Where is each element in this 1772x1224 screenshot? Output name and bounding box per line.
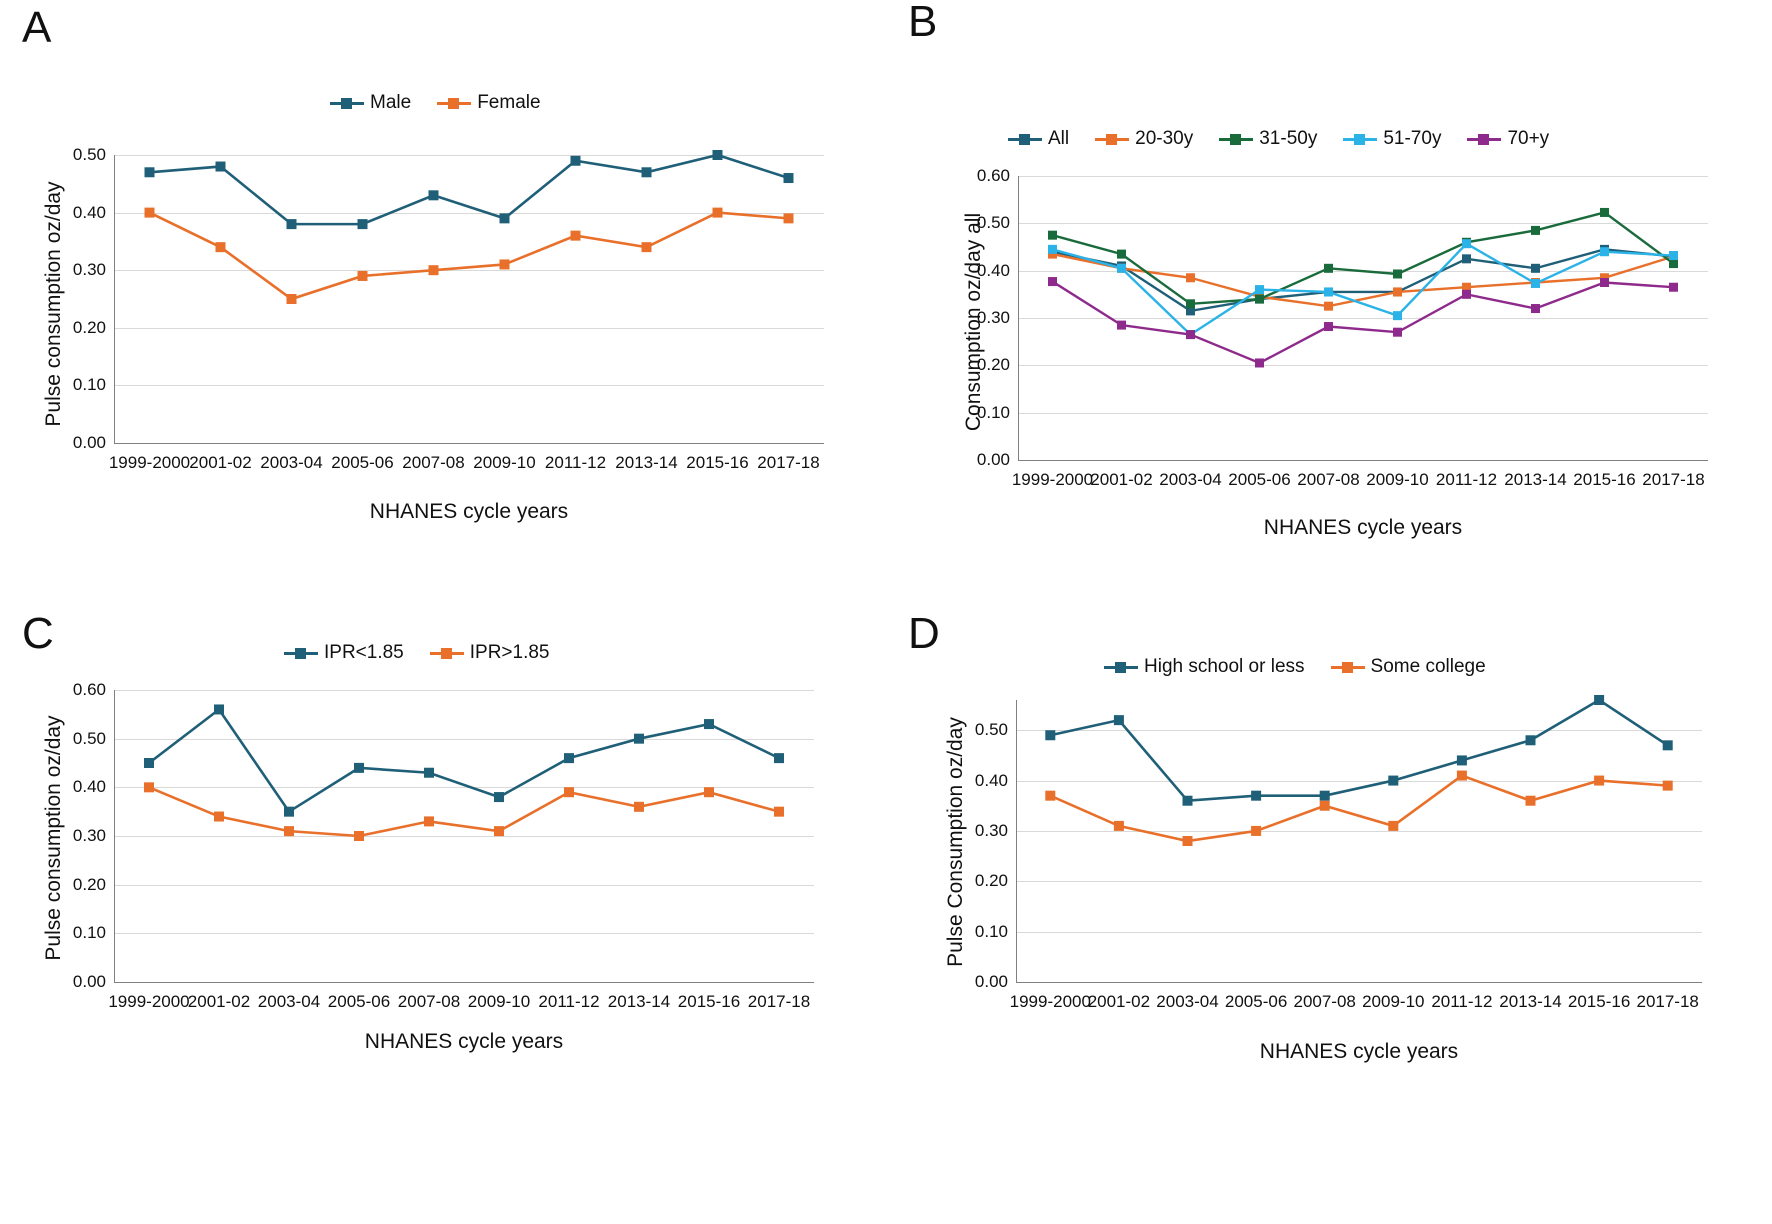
- legend-swatch-icon: [1331, 666, 1365, 669]
- y-axis-tick: 0.00: [72, 972, 106, 991]
- legend-swatch-icon: [1095, 138, 1129, 141]
- data-point-marker: [1320, 791, 1330, 801]
- y-axis-tick: 0.60: [976, 166, 1010, 185]
- y-axis-tick: 0.00: [976, 450, 1010, 469]
- series-layer: [1016, 700, 1702, 982]
- data-point-marker: [144, 782, 154, 792]
- data-point-marker: [1600, 278, 1609, 287]
- data-point-marker: [784, 213, 794, 223]
- data-point-marker: [1045, 730, 1055, 740]
- y-axis-tick: 0.20: [974, 871, 1008, 891]
- legend-item-31-50y: [1219, 128, 1317, 150]
- series-layer: [114, 690, 814, 982]
- panel-a-letter: A: [22, 3, 52, 52]
- data-point-marker: [571, 231, 581, 241]
- data-point-marker: [1531, 279, 1540, 288]
- x-axis-tick: 2009-10: [1362, 992, 1425, 1011]
- data-point-marker: [1320, 801, 1330, 811]
- legend-label: 20-30y: [1135, 128, 1194, 149]
- x-axis-tick: 2005-06: [327, 992, 391, 1011]
- x-axis-line: [114, 982, 814, 983]
- data-point-marker: [145, 208, 155, 218]
- legend-item-51-70y: [1343, 128, 1441, 150]
- legend-item-female: [437, 92, 540, 114]
- x-axis-tick: 2013-14: [1504, 470, 1567, 489]
- y-axis-tick: 0.00: [974, 972, 1008, 991]
- data-point-marker: [287, 219, 297, 229]
- y-axis-tick: 0.40: [976, 260, 1010, 280]
- legend-item-male: [330, 92, 411, 114]
- x-axis-tick: 2001-02: [189, 453, 252, 472]
- data-point-marker: [704, 787, 714, 797]
- panel-c-ylabel: Pulse consumption oz/day: [42, 715, 65, 961]
- y-axis-tick: 0.20: [72, 317, 106, 337]
- legend-label: 70+y: [1507, 128, 1550, 149]
- legend-swatch-icon: [1343, 138, 1377, 141]
- data-point-marker: [214, 704, 224, 714]
- data-point-marker: [1526, 735, 1536, 745]
- data-point-marker: [784, 173, 794, 183]
- legend-swatch-icon: [1008, 138, 1042, 141]
- data-point-marker: [713, 208, 723, 218]
- x-axis-tick: 2011-12: [544, 453, 607, 472]
- x-axis-tick: 1999-2000: [1011, 470, 1094, 489]
- data-point-marker: [354, 763, 364, 773]
- data-point-marker: [1186, 299, 1195, 308]
- data-point-marker: [704, 719, 714, 729]
- data-point-marker: [1526, 796, 1536, 806]
- x-axis-tick: 2017-18: [1642, 470, 1705, 489]
- panel-d-legend: [1104, 656, 1486, 678]
- x-axis-tick: 2017-18: [1636, 992, 1699, 1011]
- panel-c: [0, 609, 886, 1224]
- x-axis-tick: 2015-16: [1573, 470, 1636, 489]
- data-point-marker: [1600, 247, 1609, 256]
- legend-swatch-icon: [1219, 138, 1253, 141]
- y-axis-tick: 0.50: [72, 728, 106, 748]
- data-point-marker: [564, 753, 574, 763]
- data-point-marker: [494, 826, 504, 836]
- data-point-marker: [1457, 755, 1467, 765]
- y-axis-tick: 0.10: [72, 375, 106, 395]
- data-point-marker: [424, 816, 434, 826]
- series-line: [150, 213, 789, 299]
- data-point-marker: [1531, 264, 1540, 273]
- data-point-marker: [1255, 358, 1264, 367]
- panel-a-plot: [72, 145, 824, 472]
- data-point-marker: [1048, 231, 1057, 240]
- data-point-marker: [500, 213, 510, 223]
- legend-label: All: [1048, 128, 1070, 149]
- data-point-marker: [287, 294, 297, 304]
- data-point-marker: [1531, 304, 1540, 313]
- y-axis-tick: 0.50: [72, 145, 106, 164]
- data-point-marker: [1457, 771, 1467, 781]
- data-point-marker: [354, 831, 364, 841]
- data-point-marker: [571, 156, 581, 166]
- data-point-marker: [774, 753, 784, 763]
- y-axis-tick: 0.50: [974, 720, 1008, 740]
- x-axis-tick: 2003-04: [257, 992, 321, 1011]
- data-point-marker: [284, 826, 294, 836]
- y-axis-tick: 0.30: [976, 308, 1010, 327]
- data-point-marker: [634, 802, 644, 812]
- data-point-marker: [1388, 821, 1398, 831]
- data-point-marker: [564, 787, 574, 797]
- data-point-marker: [1251, 791, 1261, 801]
- panel-c-legend: [284, 642, 550, 664]
- series-line: [149, 787, 779, 836]
- x-axis-tick: 2013-14: [607, 992, 671, 1011]
- x-axis-tick: 2005-06: [1224, 992, 1288, 1011]
- legend-swatch-icon: [330, 102, 364, 105]
- legend-item-all: [1008, 128, 1069, 150]
- panel-d-letter: D: [908, 609, 940, 658]
- data-point-marker: [358, 219, 368, 229]
- data-point-marker: [1393, 269, 1402, 278]
- data-point-marker: [1462, 290, 1471, 299]
- panel-a-xlabel: NHANES cycle years: [369, 500, 569, 523]
- data-point-marker: [1114, 821, 1124, 831]
- x-axis-tick: 2011-12: [538, 992, 600, 1011]
- data-point-marker: [216, 162, 226, 172]
- x-axis-tick: 2011-12: [1431, 992, 1493, 1011]
- x-axis-tick: 2005-06: [331, 453, 394, 472]
- x-axis-tick: 2001-02: [187, 992, 251, 1011]
- y-axis-tick: 0.10: [976, 402, 1010, 422]
- data-point-marker: [1324, 287, 1333, 296]
- data-point-marker: [429, 265, 439, 275]
- panel-d-plot: [974, 700, 1702, 1011]
- y-axis-tick: 0.40: [72, 777, 106, 797]
- data-point-marker: [1324, 322, 1333, 331]
- data-point-marker: [1600, 208, 1609, 217]
- y-axis-tick: 0.10: [974, 921, 1008, 941]
- x-axis-tick: 2009-10: [467, 992, 531, 1011]
- legend-item-70-y: [1467, 128, 1549, 150]
- data-point-marker: [1251, 826, 1261, 836]
- legend-swatch-icon: [430, 652, 464, 655]
- legend-swatch-icon: [437, 102, 471, 105]
- y-axis-tick: 0.30: [72, 260, 106, 280]
- data-point-marker: [145, 167, 155, 177]
- x-axis-tick: 2015-16: [1567, 992, 1631, 1011]
- data-point-marker: [1594, 776, 1604, 786]
- legend-swatch-icon: [284, 652, 318, 655]
- data-point-marker: [774, 807, 784, 817]
- legend-item-ipr-1-85: [430, 642, 550, 664]
- data-point-marker: [1186, 330, 1195, 339]
- panel-a-legend: [330, 92, 541, 114]
- series-line: [150, 155, 789, 224]
- data-point-marker: [1531, 226, 1540, 235]
- x-axis-tick: 2009-10: [1366, 470, 1429, 489]
- y-axis-tick: 0.10: [72, 923, 106, 943]
- data-point-marker: [1669, 251, 1678, 260]
- data-point-marker: [713, 150, 723, 160]
- data-point-marker: [642, 242, 652, 252]
- legend-label: Male: [370, 92, 412, 113]
- panel-d: [886, 609, 1772, 1224]
- panel-a: [0, 0, 886, 612]
- series-line: [1050, 776, 1667, 841]
- legend-label: Female: [477, 92, 541, 113]
- x-axis-tick: 2013-14: [1499, 992, 1562, 1011]
- data-point-marker: [1462, 254, 1471, 263]
- series-line: [1053, 244, 1674, 335]
- x-axis-tick: 2003-04: [260, 453, 323, 472]
- series-layer: [114, 155, 824, 443]
- x-axis-tick: 2011-12: [1435, 470, 1498, 489]
- legend-item-20-30y: [1095, 128, 1193, 150]
- panel-b-ylabel: Consumption oz/day all: [962, 212, 985, 432]
- y-axis-tick: 0.40: [974, 770, 1008, 790]
- y-axis-tick: 0.30: [72, 826, 106, 845]
- legend-label: High school or less: [1144, 656, 1305, 677]
- data-point-marker: [1183, 796, 1193, 806]
- y-axis-tick: 0.20: [72, 874, 106, 894]
- x-axis-tick: 1999-2000: [108, 453, 191, 472]
- data-point-marker: [144, 758, 154, 768]
- legend-item-ipr-1-85: [284, 642, 404, 664]
- x-axis-tick: 2015-16: [677, 992, 741, 1011]
- x-axis-tick: 2005-06: [1228, 470, 1291, 489]
- data-point-marker: [429, 190, 439, 200]
- legend-swatch-icon: [1467, 138, 1501, 141]
- data-point-marker: [1393, 328, 1402, 337]
- data-point-marker: [424, 768, 434, 778]
- data-point-marker: [1594, 695, 1604, 705]
- x-axis-tick: 2007-08: [1293, 992, 1356, 1011]
- data-point-marker: [1255, 295, 1264, 304]
- data-point-marker: [216, 242, 226, 252]
- data-point-marker: [358, 271, 368, 281]
- data-point-marker: [1117, 250, 1126, 259]
- data-point-marker: [1663, 781, 1673, 791]
- data-point-marker: [1048, 277, 1057, 286]
- data-point-marker: [1669, 283, 1678, 292]
- legend-item-high-school-or-less: [1104, 656, 1305, 678]
- x-axis-line: [1018, 460, 1708, 461]
- x-axis-tick: 2013-14: [615, 453, 678, 472]
- data-point-marker: [1324, 264, 1333, 273]
- legend-swatch-icon: [1104, 666, 1138, 669]
- panel-b-plot: [976, 166, 1708, 489]
- x-axis-tick: 2003-04: [1159, 470, 1222, 489]
- x-axis-line: [1016, 982, 1702, 983]
- y-axis-tick: 0.20: [976, 355, 1010, 375]
- data-point-marker: [634, 734, 644, 744]
- panel-a-ylabel: Pulse consumption oz/day: [42, 181, 65, 427]
- data-point-marker: [1048, 245, 1057, 254]
- data-point-marker: [1114, 715, 1124, 725]
- y-axis-tick: 0.60: [72, 680, 106, 699]
- data-point-marker: [1186, 273, 1195, 282]
- data-point-marker: [1663, 740, 1673, 750]
- data-point-marker: [1045, 791, 1055, 801]
- legend-label: IPR>1.85: [469, 642, 550, 663]
- y-axis-tick: 0.40: [72, 202, 106, 222]
- x-axis-tick: 2017-18: [757, 453, 820, 472]
- x-axis-tick: 1999-2000: [1009, 992, 1091, 1011]
- data-point-marker: [494, 792, 504, 802]
- legend-label: IPR<1.85: [324, 642, 404, 663]
- panel-c-xlabel: NHANES cycle years: [364, 1030, 564, 1053]
- x-axis-tick: 2007-08: [1297, 470, 1360, 489]
- data-point-marker: [1324, 302, 1333, 311]
- data-point-marker: [1462, 239, 1471, 248]
- legend-label: Some college: [1370, 656, 1486, 677]
- panel-b-legend: [1008, 128, 1549, 150]
- x-axis-tick: 2001-02: [1090, 470, 1153, 489]
- data-point-marker: [1393, 287, 1402, 296]
- panel-b-letter: B: [908, 0, 938, 46]
- data-point-marker: [1388, 776, 1398, 786]
- panel-d-ylabel: Pulse Consumption oz/day: [944, 717, 967, 967]
- legend-label: 31-50y: [1259, 128, 1318, 149]
- x-axis-tick: 2009-10: [473, 453, 536, 472]
- legend-item-some-college: [1331, 656, 1486, 678]
- legend-label: 51-70y: [1383, 128, 1442, 149]
- data-point-marker: [1669, 259, 1678, 268]
- y-axis-tick: 0.00: [72, 433, 106, 452]
- panel-c-plot: [72, 680, 814, 1011]
- panel-b: [886, 0, 1772, 612]
- panel-d-xlabel: NHANES cycle years: [1259, 1040, 1459, 1063]
- panel-b-xlabel: NHANES cycle years: [1263, 516, 1463, 539]
- data-point-marker: [642, 167, 652, 177]
- data-point-marker: [500, 259, 510, 269]
- x-axis-tick: 2001-02: [1087, 992, 1151, 1011]
- x-axis-tick: 2003-04: [1156, 992, 1219, 1011]
- data-point-marker: [1393, 311, 1402, 320]
- x-axis-tick: 2007-08: [397, 992, 461, 1011]
- x-axis-tick: 2007-08: [402, 453, 465, 472]
- data-point-marker: [284, 807, 294, 817]
- x-axis-tick: 2017-18: [747, 992, 811, 1011]
- data-point-marker: [1117, 264, 1126, 273]
- series-line: [1053, 282, 1674, 363]
- x-axis-line: [114, 443, 824, 444]
- y-axis-tick: 0.50: [976, 213, 1010, 233]
- y-axis-tick: 0.30: [974, 820, 1008, 840]
- x-axis-tick: 1999-2000: [108, 992, 190, 1011]
- data-point-marker: [1183, 836, 1193, 846]
- x-axis-tick: 2015-16: [686, 453, 749, 472]
- series-layer: [1018, 176, 1708, 460]
- data-point-marker: [1255, 285, 1264, 294]
- panel-c-letter: C: [22, 609, 54, 658]
- series-line: [1050, 700, 1667, 801]
- data-point-marker: [214, 812, 224, 822]
- data-point-marker: [1117, 321, 1126, 330]
